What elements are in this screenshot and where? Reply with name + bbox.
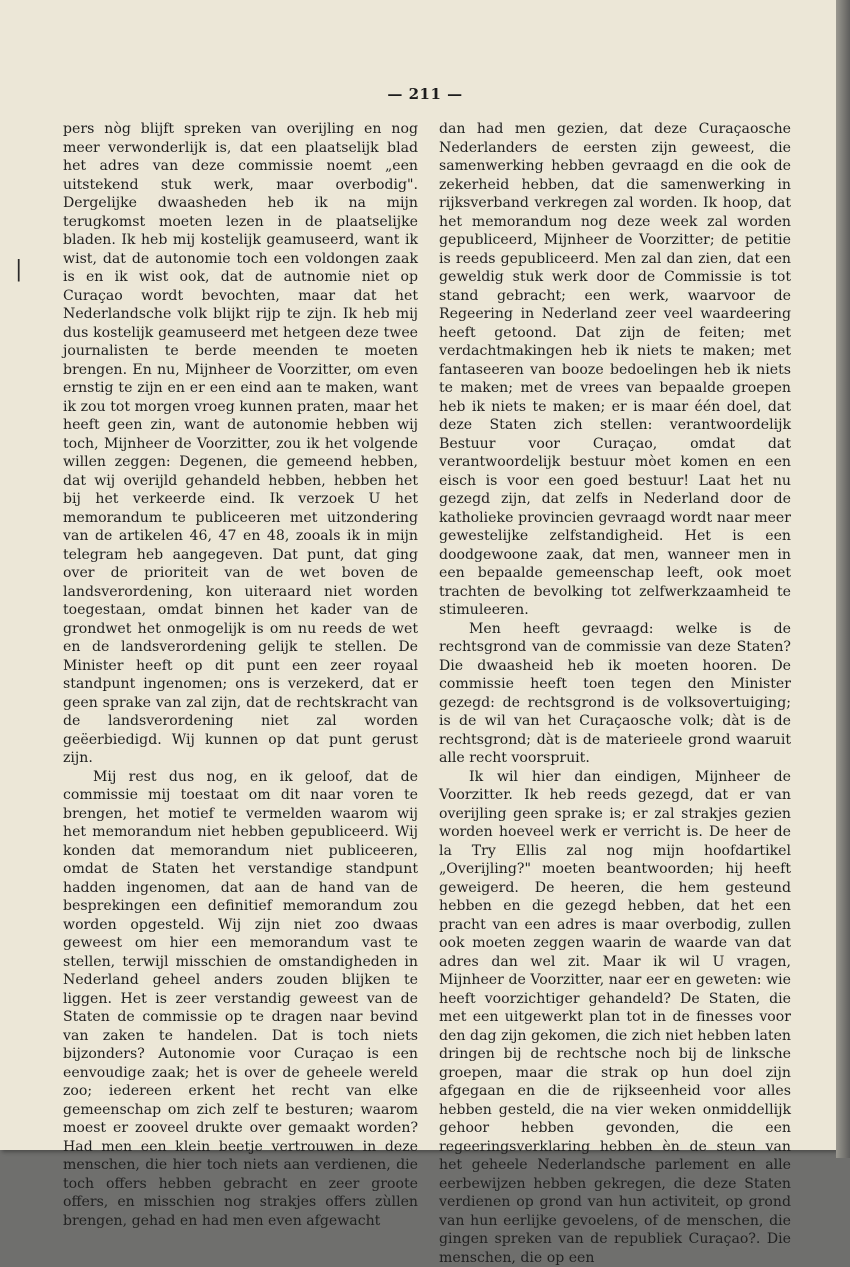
page-edge	[836, 0, 850, 1158]
right-paragraph-2: Men heeft gevraagd: welke is de rechtsgrond van de commissie van deze Staten? Die dwaasheid heb ik moeten hooren. De commissie heeft toen tegen den Minister gezegd: de rechtsgrond is de volksovertuiging; is de wil van het Curaçaosche volk; dàt is de rechtsgrond; dàt is de materieele grond waaruit alle recht voorspruit.	[439, 620, 791, 768]
left-paragraph-2: Mij rest dus nog, en ik geloof, dat de commissie mij toestaat om dit naar voren te brengen, het motief te vermelden waarom wij het memorandum niet hebben gepubliceerd. Wij konden dat memorandum niet publiceeren, omdat de Staten het verstandige standpunt hadden ingenomen, dat aan de hand van de besprekingen een definitief memorandum zou worden opgesteld. Wij zijn niet zoo dwaas geweest om hier een memorandum vast te stellen, terwijl misschien de omstandigheden in Nederland geheel anders zouden blijken te liggen. Het is zeer verstandig geweest van de Staten de commissie op te dragen naar bevind van zaken te handelen. Dat is toch niets bijzonders? Autonomie voor Curaçao is een eenvoudige zaak; het is over de geheele wereld zoo; iedereen erkent het recht van elke gemeenschap om zich zelf te besturen; waarom moest er zooveel drukte over gemaakt worden? Had men een klein beetje vertrouwen in deze menschen, die hier toch niets aan verdienen, die toch offers hebben gebracht en zeer groote offers, en misschien nog strakjes offers zùllen brengen, gehad en had men even afgewacht	[63, 768, 418, 1231]
margin-pencil-mark: |	[15, 260, 22, 280]
left-paragraph-1: pers nòg blijft spreken van overijling en nog meer verwonderlijk is, dat een plaatselijk blad het adres van deze commissie noemt „een uitstekend stuk werk, maar overbodig". Dergelijke dwaasheden heb ik na mijn terugkomst moeten lezen in de plaatselijke bladen. Ik heb mij kostelijk geamuseerd, want ik wist, dat de autonomie toch een voldongen zaak is en ik wist ook, dat de autnomie niet op Curaçao wordt bevochten, maar dat het Nederlandsche volk blijkt rijp te zijn. Ik heb mij dus kostelijk geamuseerd met hetgeen deze twee journalisten te berde meenden te moeten brengen. En nu, Mijnheer de Voorzitter, om even ernstig te zijn en er een eind aan te maken, want ik zou tot morgen vroeg kunnen praten, maar het heeft geen zin, want de autonomie hebben wij toch, Mijnheer de Voorzitter, zou ik het volgende willen zeggen: Degenen, die gemeend hebben, dat wij overijld gehandeld hebben, hebben het bij het verkeerde eind. Ik verzoek U het memorandum te publiceeren met uitzondering van de artikelen 46, 47 en 48, zooals ik in mijn telegram heb aangegeven. Dat punt, dat ging over de prioriteit van de wet boven de landsverordening, kon uiteraard niet worden toegestaan, omdat binnen het kader van de grondwet het onmogelijk is om nu reeds de wet en de landsverordening gelijk te stellen. De Minister heeft op dit punt een zeer royaal standpunt ingenomen; ons is verzekerd, dat er geen sprake van zal zijn, dat de rechtskracht van de landsverordening niet zal worden geëerbiedigd. Wij kunnen op dat punt gerust zijn.	[63, 120, 418, 768]
right-paragraph-3: Ik wil hier dan eindigen, Mijnheer de Voorzitter. Ik heb reeds gezegd, dat er van overijling geen sprake is; er zal strakjes gezien worden hoeveel werk er verricht is. De heer de la Try Ellis zal nog mijn hoofdartikel „Overijling?" moeten beantwoorden; hij heeft geweigerd. De heeren, die hem gesteund hebben en die gezegd hebben, dat het een pracht van een adres is maar overbodig, zullen ook moeten zeggen waarin de waarde van dat adres dan wel zit. Maar ik wil U vragen, Mijnheer de Voorzitter, naar eer en geweten: wie heeft voorzichtiger gehandeld? De Staten, die met een uitgewerkt plan tot in de finesses voor den dag zijn gekomen, die zich niet hebben laten dringen bij de rechtsche noch bij de linksche groepen, maar die strak op hun doel zijn afgegaan en die de rijkseenheid voor alles hebben gesteld, die na vier weken onmiddellijk gehoor hebben gevonden, die een regeeringsverklaring hebben èn de steun van het geheele Nederlandsche parlement en alle eerbewijzen hebben gekregen, die deze Staten verdienen op grond van hun activiteit, op grond van hun eerlijke gevoelens, of de menschen, die gingen spreken van de republiek Curaçao?. Die menschen, die op een	[439, 768, 791, 1267]
right-paragraph-1: dan had men gezien, dat deze Curaçaosche Nederlanders de eersten zijn geweest, die samenwerking hebben gevraagd en die ook de zekerheid hebben, dat die samenwerking in rijksverband verkregen zal worden. Ik hoop, dat het memorandum nog deze week zal worden gepubliceerd, Mijnheer de Voorzitter; de petitie is reeds gepubliceerd. Men zal dan zien, dat een geweldig stuk werk door de Commissie is tot stand gebracht; een werk, waarvoor de Regeering in Nederland zeer veel waardeering heeft getoond. Dat zijn de feiten; met verdachtmakingen heb ik niets te maken; met fantaseeren van booze bedoelingen heb ik niets te maken; met de vrees van bepaalde groepen heb ik niets te maken; er is maar één doel, dat deze Staten zich stellen: verantwoordelijk Bestuur voor Curaçao, omdat dat verantwoordelijk bestuur mòet komen en een eisch is voor een goed bestuur! Laat het nu gezegd zijn, dat zelfs in Nederland door de katholieke provincien gevraagd wordt naar meer gewestelijke zelfstandigheid. Het is een doodgewoone zaak, dat men, wanneer men in een bepaalde gemeenschap leeft, ook moet trachten de bevolking tot zelfwerkzaamheid te stimuleeren.	[439, 120, 791, 620]
left-column	[63, 120, 418, 1230]
right-column	[439, 120, 791, 1267]
page-number: — 211 —	[0, 85, 850, 103]
